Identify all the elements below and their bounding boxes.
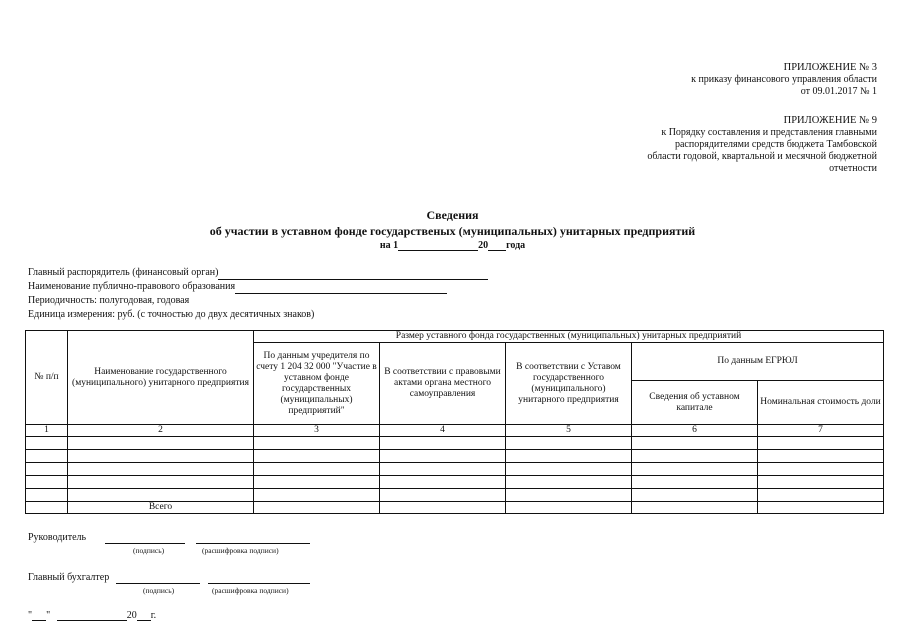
date-suffix: г. [150, 610, 157, 621]
table-cell[interactable] [632, 489, 758, 502]
date-quote-close: " [46, 610, 51, 621]
table-row [26, 437, 884, 450]
accountant-sign-line[interactable] [116, 573, 200, 584]
table-cell[interactable] [758, 476, 884, 489]
head-label: Руководитель [28, 532, 87, 543]
header-num: № п/п [26, 331, 68, 425]
appendix-3-title: ПРИЛОЖЕНИЕ № 3 [783, 62, 877, 73]
table-cell[interactable] [380, 489, 506, 502]
head-decode-caption: (расшифровка подписи) [202, 546, 279, 555]
table-cell[interactable] [506, 450, 632, 463]
report-title: Сведения [426, 208, 479, 222]
table-cell[interactable] [26, 450, 68, 463]
header-name: Наименование государственного (муниципального) унитарного предприятия [68, 331, 254, 425]
table-cell[interactable] [758, 450, 884, 463]
table-cell[interactable] [632, 437, 758, 450]
accountant-decode-line[interactable] [208, 573, 310, 584]
report-date-suffix: года [506, 240, 526, 251]
header-egrul: По данным ЕГРЮЛ [632, 343, 884, 381]
table-cell[interactable] [506, 437, 632, 450]
table-cell[interactable] [632, 476, 758, 489]
table-row [26, 463, 884, 476]
total-label: Всего [68, 502, 254, 514]
col-number: 4 [380, 425, 506, 437]
table-cell[interactable] [26, 502, 68, 514]
field-entity-blank[interactable] [235, 283, 447, 294]
participation-table [25, 330, 884, 514]
head-sign-line[interactable] [105, 533, 185, 544]
col-number: 1 [26, 425, 68, 437]
appendix-9-line: отчетности [829, 163, 877, 174]
header-group: Размер уставного фонда государственных (муниципальных) унитарных предприятий [254, 331, 884, 343]
table-cell[interactable] [380, 502, 506, 514]
date-day-blank[interactable] [32, 610, 46, 621]
field-entity-label: Наименование публично-правового образования [28, 281, 236, 292]
appendix-9-block [647, 115, 877, 175]
date-month-blank[interactable] [57, 610, 127, 621]
report-date-year: 20 [478, 240, 489, 251]
head-signature [28, 532, 86, 543]
table-cell[interactable] [254, 463, 380, 476]
table-cell[interactable] [632, 463, 758, 476]
field-chief-blank[interactable] [218, 269, 488, 280]
total-row [26, 502, 884, 514]
date-quote-open: " [28, 610, 33, 621]
report-date [0, 240, 905, 251]
appendix-9-title: ПРИЛОЖЕНИЕ № 9 [783, 115, 877, 126]
table-cell[interactable] [380, 476, 506, 489]
table-cell[interactable] [254, 450, 380, 463]
table-cell[interactable] [254, 489, 380, 502]
col-number: 5 [506, 425, 632, 437]
table-cell[interactable] [758, 489, 884, 502]
table-cell[interactable] [26, 463, 68, 476]
table-cell[interactable] [380, 437, 506, 450]
appendix-9-line: области годовой, квартальной и месячной бюджетной [647, 151, 877, 162]
table-row [26, 489, 884, 502]
report-date-prefix: на 1 [379, 240, 399, 251]
table-row [26, 476, 884, 489]
table-cell[interactable] [26, 437, 68, 450]
table-cell[interactable] [758, 463, 884, 476]
table-cell[interactable] [68, 463, 254, 476]
header-col4: В соответствии с правовыми актами органа местного самоуправления [380, 343, 506, 425]
accountant-signature [28, 572, 109, 583]
signature-date [28, 610, 156, 621]
appendix-3-line: к приказу финансового управления области [691, 74, 877, 85]
table-cell[interactable] [380, 450, 506, 463]
table-cell[interactable] [68, 476, 254, 489]
appendix-3-line: от 09.01.2017 № 1 [800, 86, 877, 97]
header-col5: В соответствии с Уставом государственного (муниципального) унитарного предприятия [506, 343, 632, 425]
table-cell[interactable] [254, 476, 380, 489]
field-entity [28, 280, 447, 294]
table-cell[interactable] [506, 463, 632, 476]
col-number: 2 [68, 425, 254, 437]
header-col6: Сведения об уставном капитале [632, 381, 758, 425]
header-col7: Номинальная стоимость доли [758, 381, 884, 425]
col-number: 6 [632, 425, 758, 437]
table-cell[interactable] [26, 489, 68, 502]
table-cell[interactable] [506, 502, 632, 514]
field-chief-label: Главный распорядитель (финансовый орган) [28, 267, 219, 278]
appendix-9-line: распорядителями средств бюджета Тамбовской [674, 139, 877, 150]
table-cell[interactable] [380, 463, 506, 476]
appendix-9-line: к Порядку составления и представления главными [661, 127, 877, 138]
table-cell[interactable] [254, 437, 380, 450]
accountant-label: Главный бухгалтер [28, 572, 110, 583]
table-cell[interactable] [254, 502, 380, 514]
date-year-blank[interactable] [137, 610, 151, 621]
report-date-day-blank[interactable] [398, 240, 478, 251]
report-subtitle: об участии в уставном фонде государственых (муниципальных) унитарных предприятий [209, 224, 696, 238]
head-decode-line[interactable] [196, 533, 310, 544]
table-cell[interactable] [758, 502, 884, 514]
accountant-sign-caption: (подпись) [143, 586, 175, 595]
appendix-3-block [691, 62, 877, 98]
head-sign-caption: (подпись) [133, 546, 165, 555]
table-cell[interactable] [26, 476, 68, 489]
table-row [26, 450, 884, 463]
table-cell[interactable] [68, 450, 254, 463]
header-col3: По данным учредителя по счету 1 204 32 000 "Участие в уставном фонде государственных (муниципальных) предприятий" [254, 343, 380, 425]
date-year: 20 [126, 610, 137, 621]
table-cell[interactable] [632, 502, 758, 514]
table-cell[interactable] [506, 489, 632, 502]
field-unit: Единица измерения: руб. (с точностью до двух десятичных знаков) [28, 309, 315, 320]
field-period: Периодичность: полугодовая, годовая [28, 295, 190, 306]
col-number: 3 [254, 425, 380, 437]
table-cell[interactable] [68, 437, 254, 450]
field-chief [28, 266, 488, 280]
table-cell[interactable] [68, 489, 254, 502]
col-number: 7 [758, 425, 884, 437]
table-cell[interactable] [506, 476, 632, 489]
accountant-decode-caption: (расшифровка подписи) [212, 586, 289, 595]
table-cell[interactable] [758, 437, 884, 450]
report-date-year-blank[interactable] [488, 240, 506, 251]
table-cell[interactable] [632, 450, 758, 463]
